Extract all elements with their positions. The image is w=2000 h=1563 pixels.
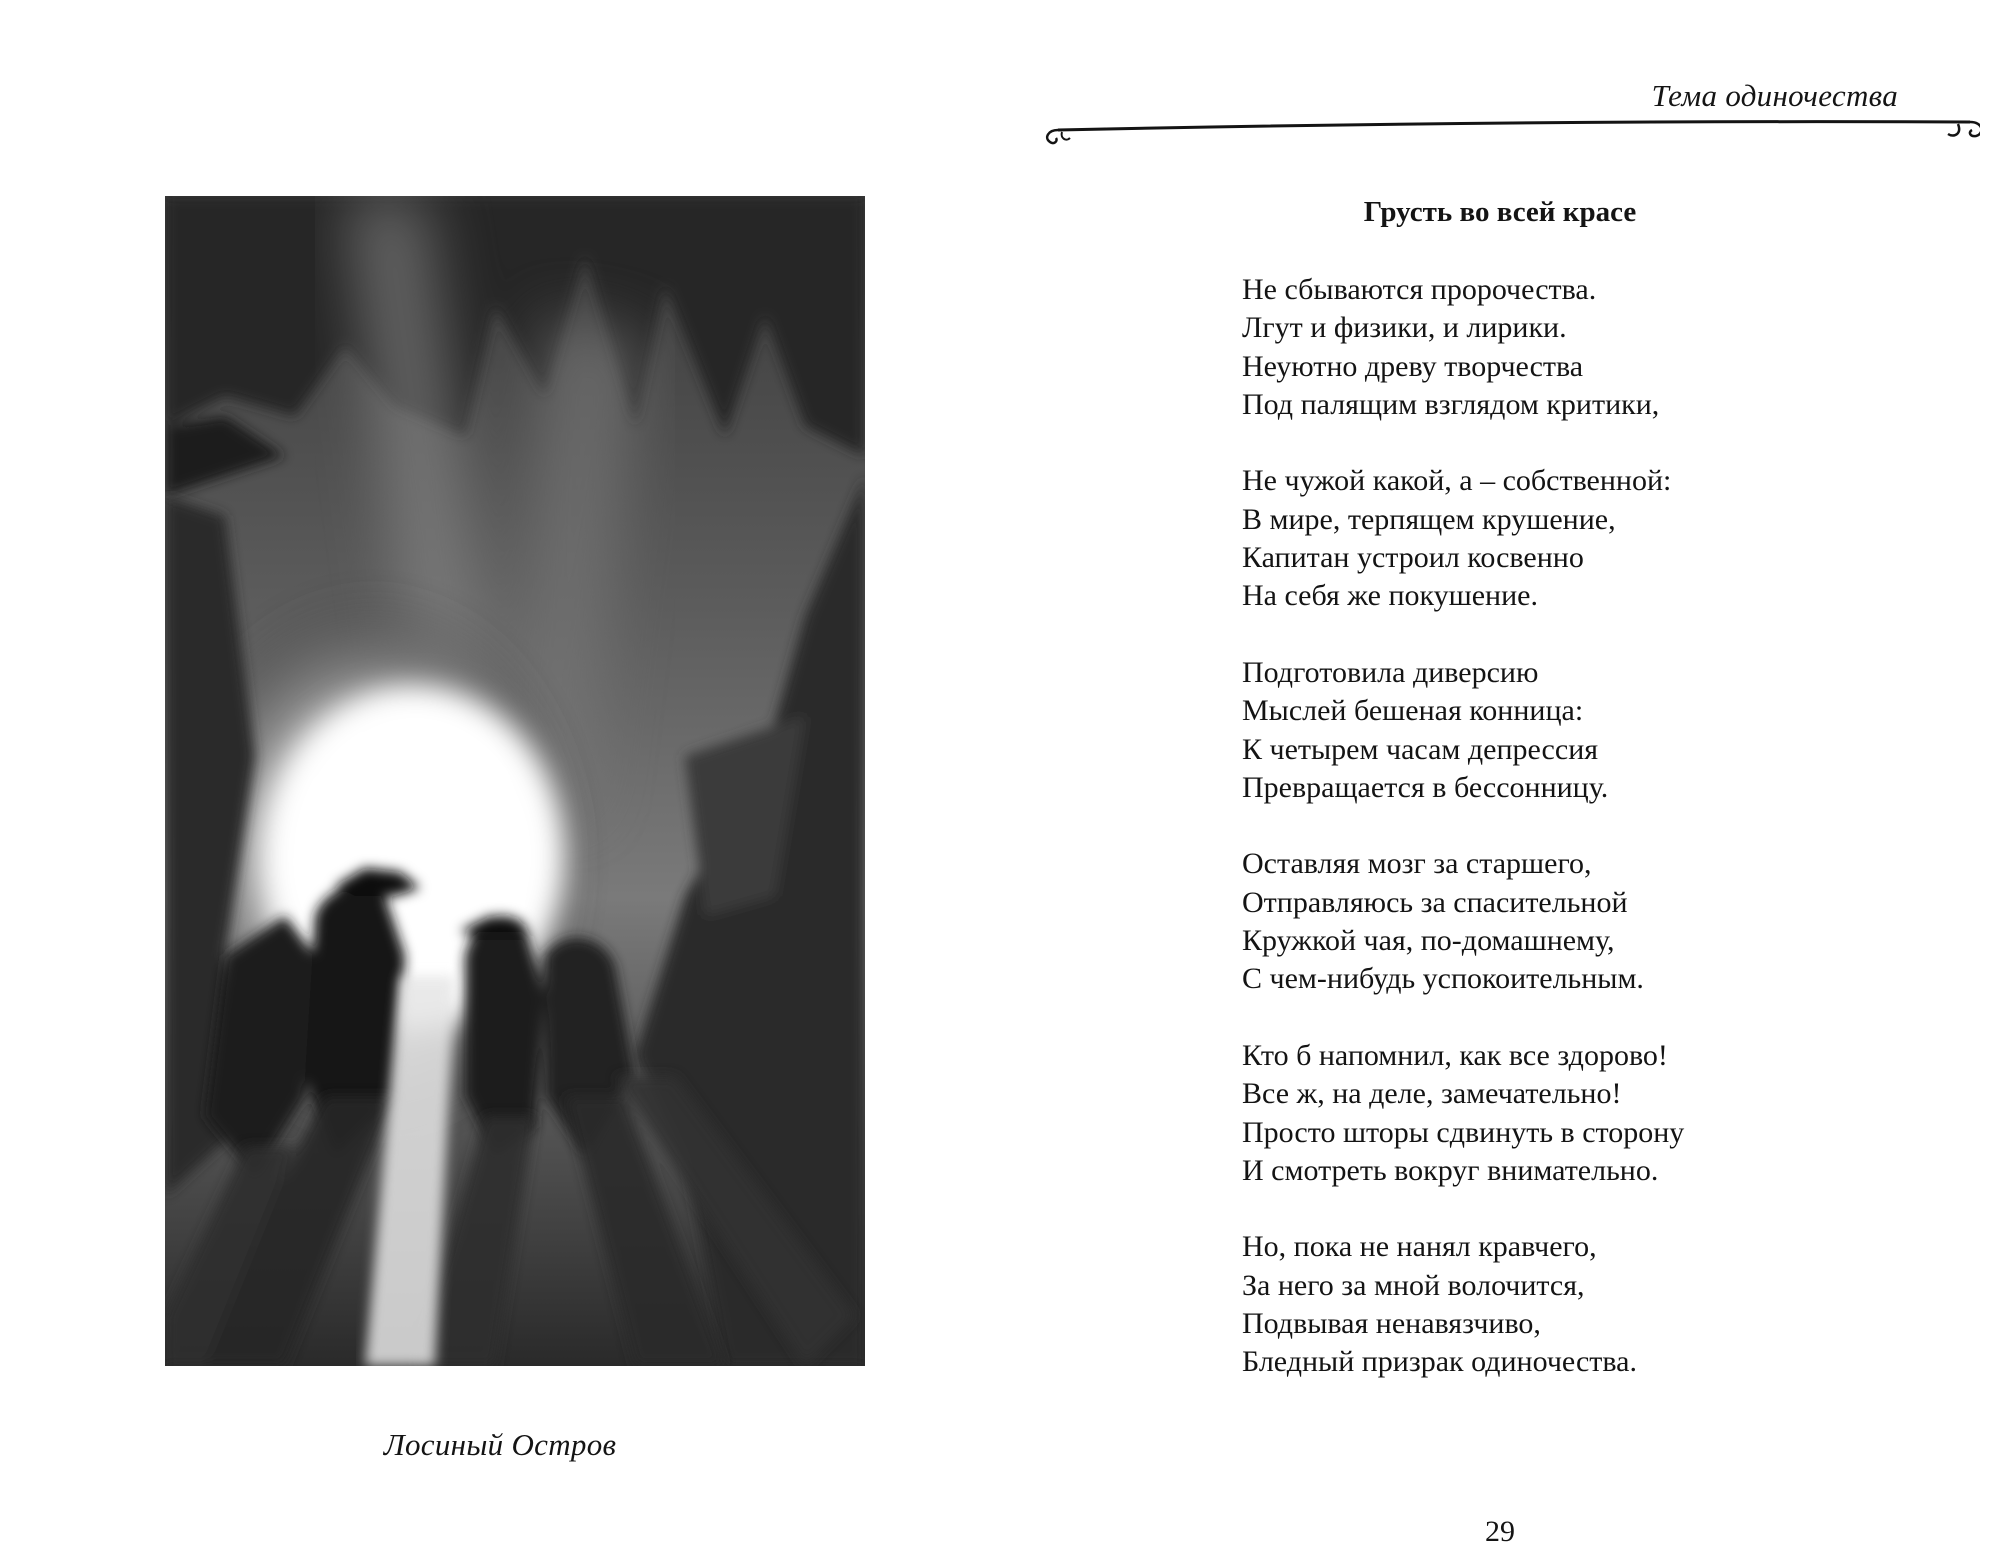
- poem-line: Просто шторы сдвинуть в сторону: [1242, 1115, 1685, 1149]
- stanza: [1242, 462, 1862, 615]
- poem-line: Оставляя мозг за старшего,: [1242, 847, 1592, 881]
- poem-title: Грусть во всей красе: [1363, 196, 1637, 228]
- stanza: [1242, 271, 1862, 424]
- watercolor-illustration: [165, 196, 865, 1366]
- poem-line: На себя же покушение.: [1242, 579, 1538, 613]
- poem-line: Под палящим взглядом критики,: [1242, 387, 1660, 421]
- poem-line: В мире, терпящем крушение,: [1242, 502, 1616, 536]
- poem-line: Подвывая ненавязчиво,: [1242, 1307, 1541, 1341]
- poem-line: Неуютно древу творчества: [1242, 349, 1584, 383]
- page-number: 29: [1485, 1515, 1515, 1548]
- illustration-caption: Лосиный Остров: [383, 1427, 617, 1462]
- stanza: [1242, 1228, 1862, 1381]
- illustration-svg: [165, 196, 865, 1366]
- poem-line: К четырем часам депрессия: [1242, 732, 1599, 766]
- running-head: Тема одиночества: [1651, 78, 1898, 113]
- poem-line: Кружкой чая, по-домашнему,: [1242, 924, 1615, 958]
- poem-line: Не чужой какой, а – собственной:: [1242, 464, 1672, 498]
- stanza: [1242, 1037, 1862, 1190]
- poem-line: Мыслей бешеная конница:: [1242, 694, 1584, 728]
- poem-line: Кто б напомнил, как все здорово!: [1242, 1038, 1668, 1072]
- poem-line: Превращается в бессонницу.: [1242, 770, 1609, 804]
- right-page: [1000, 0, 2000, 1563]
- poem-line: Но, пока не нанял кравчего,: [1242, 1230, 1597, 1264]
- poem-line: Капитан устроил косвенно: [1242, 541, 1584, 575]
- poem-line: Все ж, на деле, замечательно!: [1242, 1077, 1622, 1111]
- poem-line: Не сбываются пророчества.: [1242, 273, 1597, 306]
- poem-line: Лгут и физики, и лирики.: [1242, 311, 1567, 345]
- ornamental-rule: [1040, 108, 1980, 153]
- stanza: [1242, 654, 1862, 807]
- poem-body: [1242, 271, 1862, 1420]
- poem-line: И смотреть вокруг внимательно.: [1242, 1153, 1659, 1187]
- poem-line: Подготовила диверсию: [1242, 655, 1539, 689]
- ornamental-rule-svg: [1040, 108, 1980, 153]
- poem-line: За него за мной волочится,: [1242, 1268, 1585, 1302]
- poem-line: Бледный призрак одиночества.: [1242, 1345, 1637, 1379]
- poem-line: Отправляюсь за спасительной: [1242, 885, 1628, 919]
- poem-line: С чем-нибудь успокоительным.: [1242, 962, 1644, 996]
- stanza: [1242, 845, 1862, 998]
